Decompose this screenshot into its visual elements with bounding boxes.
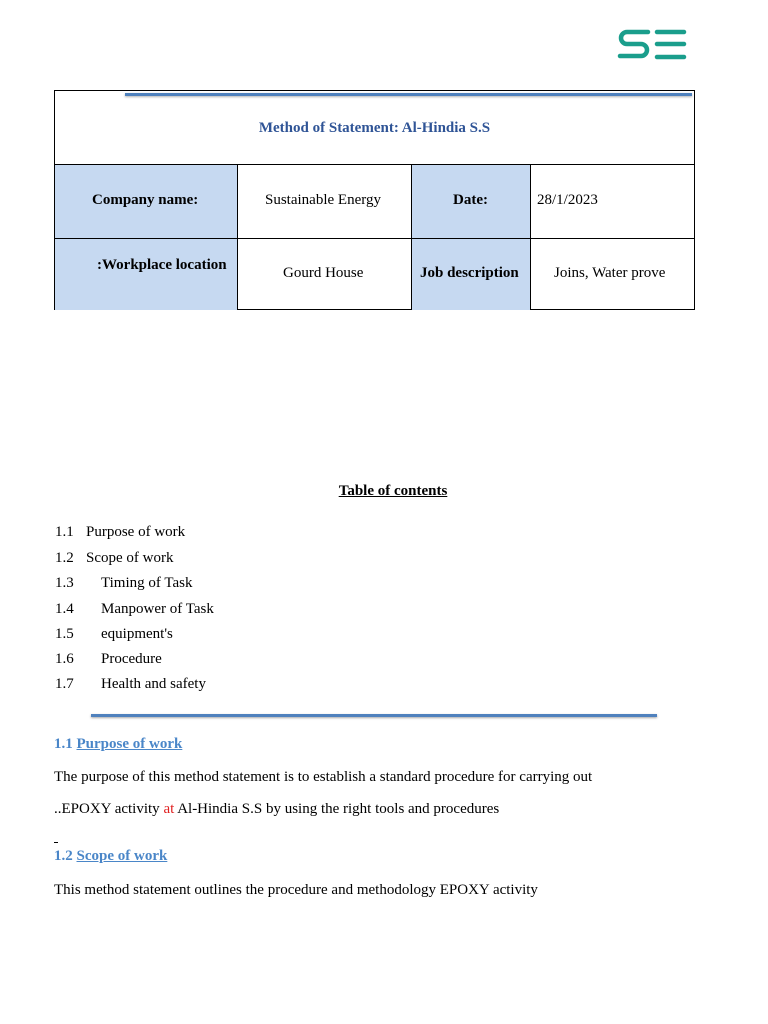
purpose-line2-end: Al-Hindia S.S by using the right tools and procedures — [174, 801, 500, 817]
toc-item-label: Procedure — [101, 651, 162, 667]
document-title: Method of Statement: Al-Hindia S.S — [258, 120, 491, 136]
toc-item-label: Manpower of Task — [101, 601, 214, 617]
toc-item-number: 1.4 — [55, 601, 74, 617]
company-value-cell — [238, 165, 412, 238]
date-label-cell — [412, 165, 531, 238]
job-value-cell — [531, 238, 694, 310]
job-value: Joins, Water prove — [554, 265, 666, 281]
purpose-line2-start: ..EPOXY activity — [54, 801, 164, 817]
job-label: Job description — [420, 265, 519, 281]
toc-item-label: Health and safety — [101, 676, 206, 692]
title-row — [55, 91, 694, 165]
toc-item-number: 1.5 — [55, 626, 74, 642]
scope-paragraph-line1: This method statement outlines the procedure and methodology EPOXY activity — [54, 882, 538, 898]
date-value: 28/1/2023 — [537, 192, 598, 208]
scope-heading-link[interactable]: Scope of work — [76, 848, 168, 864]
job-label-cell — [412, 238, 531, 310]
toc-item-number: 1.1 — [55, 524, 74, 540]
location-label: :Workplace location — [97, 257, 227, 273]
location-label-cell — [55, 238, 238, 310]
date-value-cell — [531, 165, 694, 238]
scope-heading — [54, 848, 167, 865]
toc-item-label: Purpose of work — [86, 524, 186, 540]
company-label-cell — [55, 165, 238, 238]
company-label: Company name: — [92, 192, 199, 208]
date-label: Date: — [453, 192, 488, 208]
header-info-table — [54, 90, 695, 310]
title-accent-rule — [125, 93, 692, 96]
purpose-paragraph-line1: The purpose of this method statement is to establish a standard procedure for carrying out — [54, 769, 593, 785]
purpose-paragraph-line2 — [54, 801, 499, 818]
toc-item-number: 1.3 — [55, 575, 74, 591]
toc-item-label: Scope of work — [86, 550, 174, 566]
location-value-cell — [238, 238, 412, 310]
toc-item-label: Timing of Task — [101, 575, 193, 591]
section-divider — [91, 714, 657, 717]
purpose-heading-number: 1.1 — [54, 736, 73, 752]
se-logo — [617, 28, 687, 62]
toc-item-number: 1.2 — [55, 550, 74, 566]
scope-heading-number: 1.2 — [54, 848, 73, 864]
stray-mark — [54, 842, 58, 843]
toc-title: Table of contents — [338, 483, 448, 499]
company-value: Sustainable Energy — [265, 192, 381, 208]
toc-item-number: 1.7 — [55, 676, 74, 692]
toc-item-number: 1.6 — [55, 651, 74, 667]
toc-item-label: equipment's — [101, 626, 173, 642]
location-value: Gourd House — [283, 265, 364, 281]
purpose-heading-link[interactable]: Purpose of work — [76, 736, 183, 752]
purpose-line2-highlight: at — [163, 801, 175, 817]
purpose-heading — [54, 736, 182, 753]
